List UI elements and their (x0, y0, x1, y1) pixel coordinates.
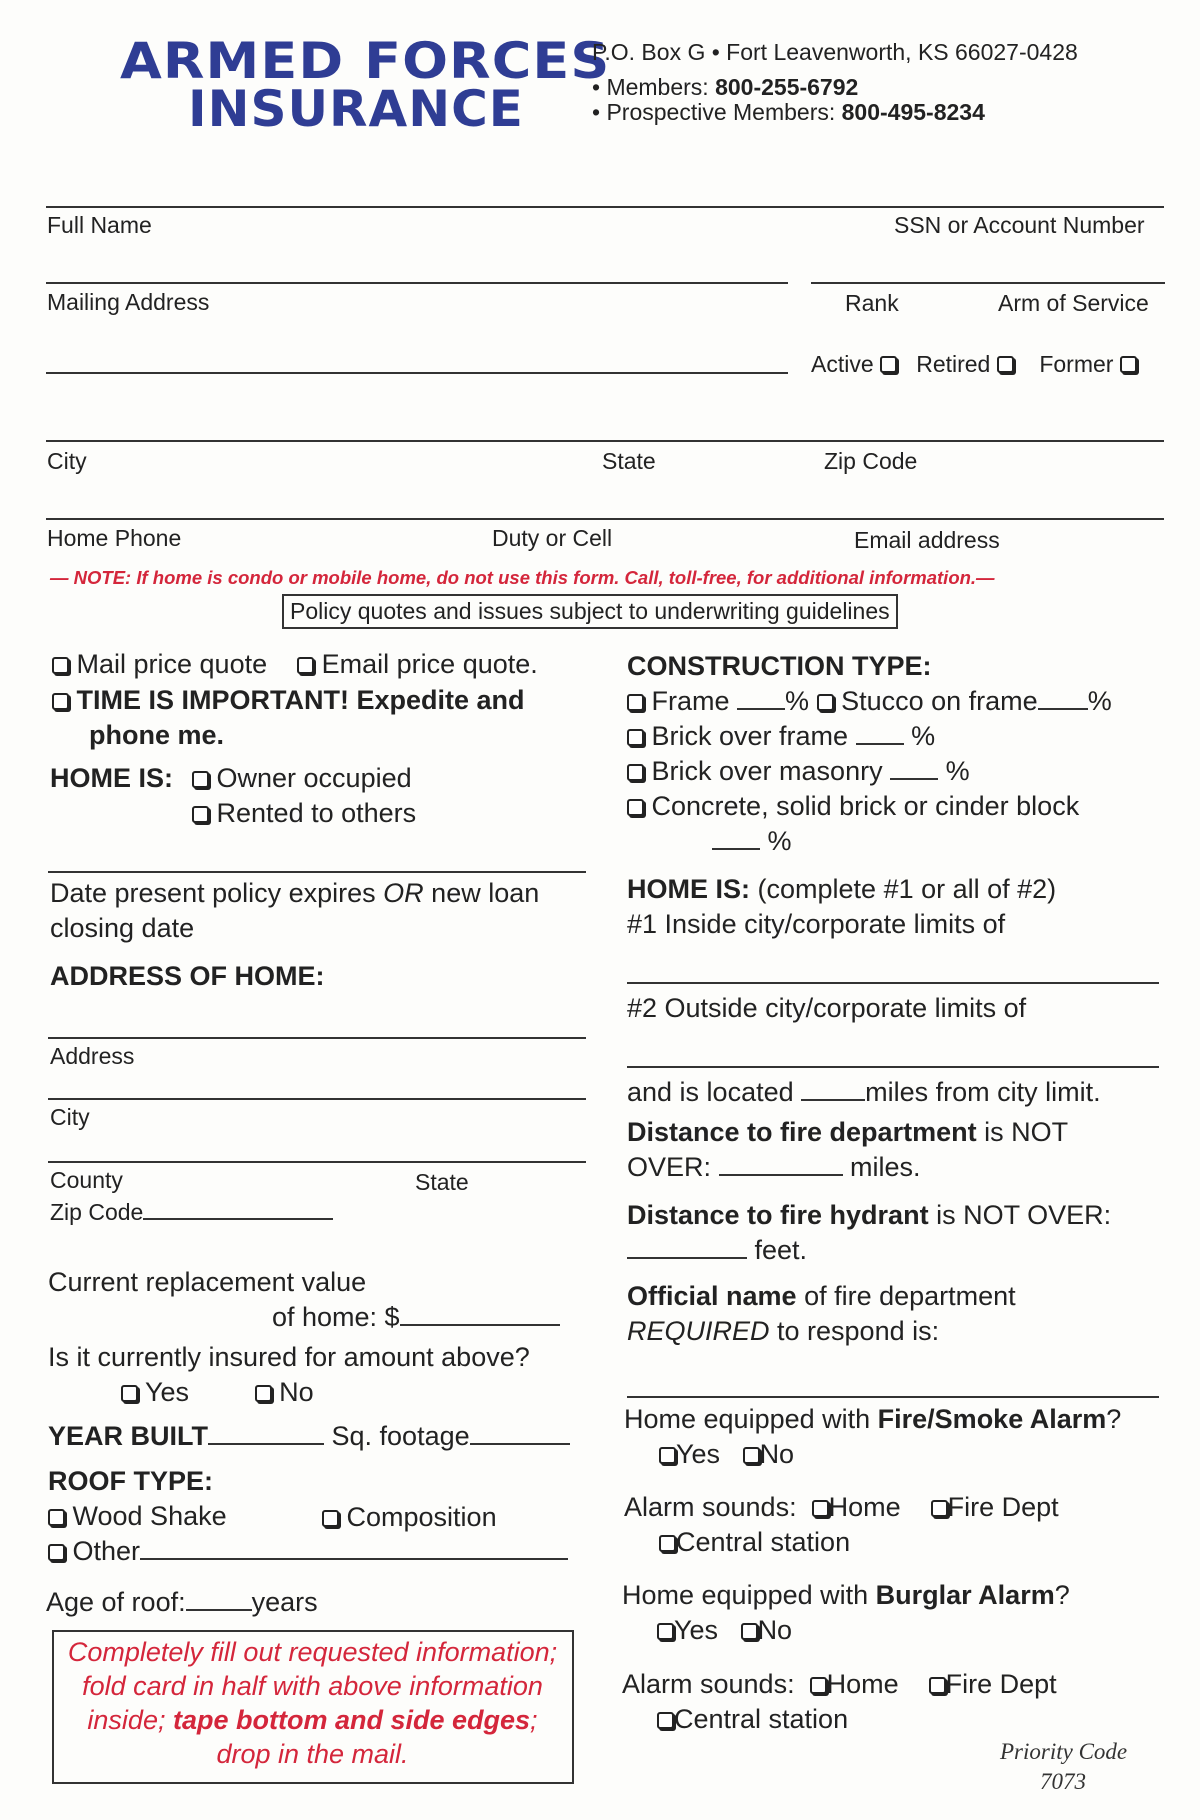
city-line[interactable] (46, 440, 1164, 442)
concrete-pct-blank[interactable] (712, 830, 760, 850)
date-expires-or: OR (383, 878, 424, 908)
smoke-alarm-bold: Fire/Smoke Alarm (877, 1404, 1107, 1434)
state-label: State (602, 448, 656, 474)
smoke-sounds-firedept-label: Fire Dept (947, 1492, 1059, 1522)
hydrant-distance-bold: Distance to fire hydrant (627, 1200, 929, 1230)
email-quote-label: Email price quote. (321, 649, 538, 679)
policy-box: Policy quotes and issues subject to underwriting guidelines (282, 594, 898, 629)
condo-note: — NOTE: If home is condo or mobile home, do not use this form. Call, toll-free, for additional information.— (50, 567, 995, 588)
time-important-label-1: TIME IS IMPORTANT! Expedite and (76, 685, 525, 715)
other-roof-blank[interactable] (140, 1540, 568, 1560)
concrete-checkbox[interactable] (627, 799, 644, 816)
required-rest: to respond is: (769, 1316, 940, 1346)
home-is-label: HOME IS: (50, 763, 174, 793)
priority-code-label: Priority Code (1000, 1739, 1128, 1764)
burglar-central-checkbox[interactable] (657, 1712, 674, 1729)
burglar-alarm-q: ? (1054, 1580, 1070, 1610)
logo-line-1: ARMED FORCES (120, 32, 611, 90)
composition-checkbox[interactable] (322, 1510, 339, 1527)
insured-yes-checkbox[interactable] (121, 1385, 138, 1402)
smoke-alarm-question (624, 1405, 1121, 1433)
home-state-label: State (415, 1169, 469, 1195)
former-label: Former (1039, 351, 1114, 377)
smoke-sounds-home-checkbox[interactable] (812, 1500, 829, 1517)
former-checkbox[interactable] (1120, 356, 1137, 373)
smoke-no-checkbox[interactable] (743, 1447, 760, 1464)
fire-dept-distance (627, 1118, 1068, 1146)
sq-footage-label: Sq. footage (331, 1421, 470, 1451)
replacement-label-1: Current replacement value (48, 1267, 367, 1297)
burglar-no-label: No (757, 1615, 793, 1645)
age-of-roof-blank[interactable] (186, 1591, 252, 1611)
located-text-b: miles from city limit. (865, 1077, 1101, 1107)
wood-shake-label: Wood Shake (72, 1501, 227, 1531)
brick-frame-pct: % (911, 721, 936, 751)
smoke-no-label: No (759, 1439, 795, 1469)
year-built-row (48, 1422, 570, 1450)
home-is-location-label: HOME IS: (627, 874, 751, 904)
prospective-label: • Prospective Members: (592, 99, 842, 125)
instructions-line-3 (60, 1706, 565, 1734)
burglar-central-label: Central station (674, 1704, 849, 1734)
age-of-roof-row (46, 1588, 318, 1616)
mailing-address-line-2[interactable] (46, 372, 788, 374)
burglar-no-checkbox[interactable] (741, 1623, 758, 1640)
prospective-phone-line (592, 100, 985, 124)
instructions-3b: tape bottom and side edges (172, 1705, 531, 1735)
retired-checkbox[interactable] (997, 356, 1014, 373)
inside-city-label: #1 Inside city/corporate limits of (627, 909, 1006, 939)
priority-code-value: 7073 (1040, 1769, 1086, 1794)
instructions-line-4: drop in the mail. (216, 1739, 409, 1769)
fire-dept-miles-blank[interactable] (719, 1156, 843, 1176)
time-important-checkbox[interactable] (52, 693, 69, 710)
mailing-address-label: Mailing Address (47, 289, 210, 315)
burglar-alarm-question (622, 1581, 1070, 1609)
phone-line[interactable] (46, 518, 1164, 520)
members-phone-line (592, 75, 858, 99)
smoke-central-option (659, 1528, 850, 1556)
closing-date-label: closing date (50, 913, 195, 943)
duty-cell-label: Duty or Cell (492, 525, 613, 551)
mail-quote-checkbox[interactable] (52, 657, 69, 674)
fire-dept-distance-rest: is NOT (976, 1117, 1069, 1147)
roof-type-heading: ROOF TYPE: (48, 1466, 214, 1496)
logo-line-2: INSURANCE (188, 80, 524, 138)
other-roof-checkbox[interactable] (48, 1544, 65, 1561)
other-roof-label: Other (72, 1536, 141, 1566)
construction-type-heading: CONSTRUCTION TYPE: (627, 651, 932, 681)
stucco-checkbox[interactable] (817, 694, 834, 711)
address-of-home-heading: ADDRESS OF HOME: (50, 961, 325, 991)
instructions-3a: inside; (87, 1705, 173, 1735)
hydrant-feet-blank[interactable] (627, 1239, 747, 1259)
date-expires-line[interactable] (48, 871, 586, 873)
hydrant-feet-label: feet. (747, 1235, 808, 1265)
located-row (627, 1078, 1101, 1106)
home-phone-label: Home Phone (47, 525, 182, 551)
instructions-line-1: Completely fill out requested information; (67, 1637, 558, 1667)
zip-label: Zip Code (824, 448, 918, 474)
rented-checkbox[interactable] (192, 806, 209, 823)
required-row (627, 1317, 939, 1345)
brick-frame-checkbox[interactable] (627, 729, 644, 746)
service-status (811, 352, 1137, 376)
smoke-yes-checkbox[interactable] (659, 1447, 676, 1464)
located-blank[interactable] (801, 1081, 865, 1101)
smoke-alarm-q: ? (1106, 1404, 1122, 1434)
owner-occupied-label: Owner occupied (216, 763, 412, 793)
burglar-sounds-firedept-checkbox[interactable] (929, 1677, 946, 1694)
wood-shake-checkbox[interactable] (48, 1509, 65, 1526)
required-italic: REQUIRED (627, 1316, 770, 1346)
burglar-central-option (657, 1705, 848, 1733)
brick-frame-row (627, 722, 935, 750)
burglar-alarm-sounds (622, 1670, 1057, 1698)
burglar-yes-checkbox[interactable] (657, 1623, 674, 1640)
inside-city-line[interactable] (627, 982, 1159, 984)
ssn-label: SSN or Account Number (894, 212, 1145, 238)
smoke-alarm-options (659, 1440, 794, 1468)
rented-option (192, 799, 416, 827)
fire-dept-distance-bold: Distance to fire department (627, 1117, 977, 1147)
mail-quote-label: Mail price quote (76, 649, 268, 679)
owner-occupied-option (192, 764, 412, 792)
years-label: years (251, 1587, 318, 1617)
home-zip-text: Zip Code (50, 1199, 144, 1225)
stucco-label: Stucco on frame (841, 686, 1038, 716)
prospective-phone: 800-495-8234 (841, 99, 985, 125)
home-county-line[interactable] (48, 1161, 586, 1163)
home-city-line[interactable] (48, 1098, 586, 1100)
home-city-label: City (50, 1104, 90, 1130)
concrete-pct-row (712, 827, 792, 855)
age-of-roof-label: Age of roof: (46, 1587, 186, 1617)
burglar-alarm-text-a: Home equipped with (622, 1580, 876, 1610)
quote-options (52, 650, 538, 678)
burglar-sounds-home-checkbox[interactable] (810, 1677, 827, 1694)
smoke-sounds-firedept-checkbox[interactable] (931, 1500, 948, 1517)
official-name-row (627, 1282, 1016, 1310)
company-address: P.O. Box G • Fort Leavenworth, KS 66027-0428 (592, 39, 1078, 65)
brick-masonry-row (627, 757, 970, 785)
year-built-blank[interactable] (208, 1425, 324, 1445)
arm-of-service-label: Arm of Service (998, 290, 1149, 316)
replacement-blank[interactable] (400, 1306, 560, 1326)
insured-yes-label: Yes (145, 1377, 190, 1407)
brick-frame-pct-blank[interactable] (856, 725, 904, 745)
hydrant-distance (627, 1201, 1111, 1229)
official-name-bold: Official name (627, 1281, 797, 1311)
insured-no-checkbox[interactable] (255, 1385, 272, 1402)
replacement-label-2 (272, 1303, 560, 1331)
smoke-central-checkbox[interactable] (659, 1535, 676, 1552)
members-phone: 800-255-6792 (715, 74, 859, 100)
stucco-pct-blank[interactable] (1038, 690, 1088, 710)
full-name-line[interactable] (46, 206, 1164, 208)
city-label: City (47, 448, 87, 474)
rented-label: Rented to others (216, 798, 417, 828)
active-checkbox[interactable] (880, 356, 897, 373)
concrete-pct: % (767, 826, 792, 856)
outside-city-line[interactable] (627, 1066, 1159, 1068)
instructions-3c: ; (530, 1705, 538, 1735)
instructions-line-2: fold card in half with above information (82, 1671, 543, 1701)
rank-label: Rank (845, 290, 899, 316)
brick-masonry-pct: % (945, 756, 970, 786)
frame-row (627, 687, 1112, 715)
year-built-label: YEAR BUILT (48, 1421, 208, 1451)
smoke-central-label: Central station (676, 1527, 851, 1557)
smoke-alarm-sounds (624, 1493, 1059, 1521)
retired-label: Retired (916, 351, 991, 377)
insured-no-label: No (279, 1377, 314, 1407)
smoke-sounds-home-label: Home (828, 1492, 901, 1522)
active-label: Active (811, 351, 874, 377)
concrete-label: Concrete, solid brick or cinder block (651, 791, 1080, 821)
other-roof-option (48, 1537, 568, 1565)
smoke-alarm-sounds-label: Alarm sounds: (624, 1492, 797, 1522)
home-is-location (627, 875, 1056, 903)
burglar-sounds-home-label: Home (826, 1669, 899, 1699)
official-name-rest: of fire department (796, 1281, 1016, 1311)
brick-masonry-checkbox[interactable] (627, 764, 644, 781)
hydrant-feet-row (627, 1236, 807, 1264)
located-text-a: and is located (627, 1077, 802, 1107)
replacement-text: of home: $ (272, 1302, 400, 1332)
date-expires-text-a: Date present policy expires (50, 878, 384, 908)
burglar-alarm-options (657, 1616, 792, 1644)
home-zip-label (50, 1200, 333, 1224)
burglar-yes-label: Yes (674, 1615, 719, 1645)
smoke-alarm-text-a: Home equipped with (624, 1404, 878, 1434)
outside-city-label: #2 Outside city/corporate limits of (627, 993, 1027, 1023)
insured-question: Is it currently insured for amount above? (48, 1342, 530, 1372)
frame-label: Frame (651, 686, 730, 716)
home-address-line[interactable] (48, 1037, 586, 1039)
brick-masonry-label: Brick over masonry (651, 756, 883, 786)
composition-option (322, 1503, 497, 1531)
mailing-address-line[interactable] (46, 282, 788, 284)
home-is-location-text: (complete #1 or all of #2) (750, 874, 1057, 904)
time-important (52, 686, 525, 714)
fire-dept-over-row (627, 1153, 921, 1181)
full-name-label: Full Name (47, 212, 152, 238)
wood-shake-option (48, 1502, 227, 1530)
insured-options (121, 1378, 314, 1406)
fire-dept-miles-label: miles. (842, 1152, 921, 1182)
owner-occupied-checkbox[interactable] (192, 771, 209, 788)
brick-frame-label: Brick over frame (651, 721, 849, 751)
members-label: • Members: (592, 74, 716, 100)
burglar-alarm-bold: Burglar Alarm (875, 1580, 1055, 1610)
email-label: Email address (854, 527, 1000, 553)
rank-line[interactable] (811, 282, 1165, 284)
time-important-label-2: phone me. (89, 720, 225, 750)
home-zip-blank[interactable] (143, 1200, 333, 1220)
smoke-yes-label: Yes (676, 1439, 721, 1469)
date-expires-text-b: new loan (423, 878, 540, 908)
burglar-sounds-firedept-label: Fire Dept (945, 1669, 1057, 1699)
fire-dept-name-line[interactable] (627, 1396, 1159, 1398)
sq-footage-blank[interactable] (470, 1425, 570, 1445)
home-address-label: Address (50, 1043, 135, 1069)
hydrant-distance-rest: is NOT OVER: (928, 1200, 1112, 1230)
frame-pct-blank[interactable] (737, 690, 785, 710)
composition-label: Composition (346, 1502, 497, 1532)
date-expires-label (50, 879, 539, 907)
stucco-pct: % (1087, 686, 1112, 716)
frame-checkbox[interactable] (627, 694, 644, 711)
burglar-alarm-sounds-label: Alarm sounds: (622, 1669, 795, 1699)
concrete-row (627, 792, 1079, 820)
frame-pct: % (785, 686, 810, 716)
email-quote-checkbox[interactable] (297, 657, 314, 674)
home-county-label: County (50, 1167, 123, 1193)
brick-masonry-pct-blank[interactable] (890, 760, 938, 780)
fire-dept-over-label: OVER: (627, 1152, 719, 1182)
